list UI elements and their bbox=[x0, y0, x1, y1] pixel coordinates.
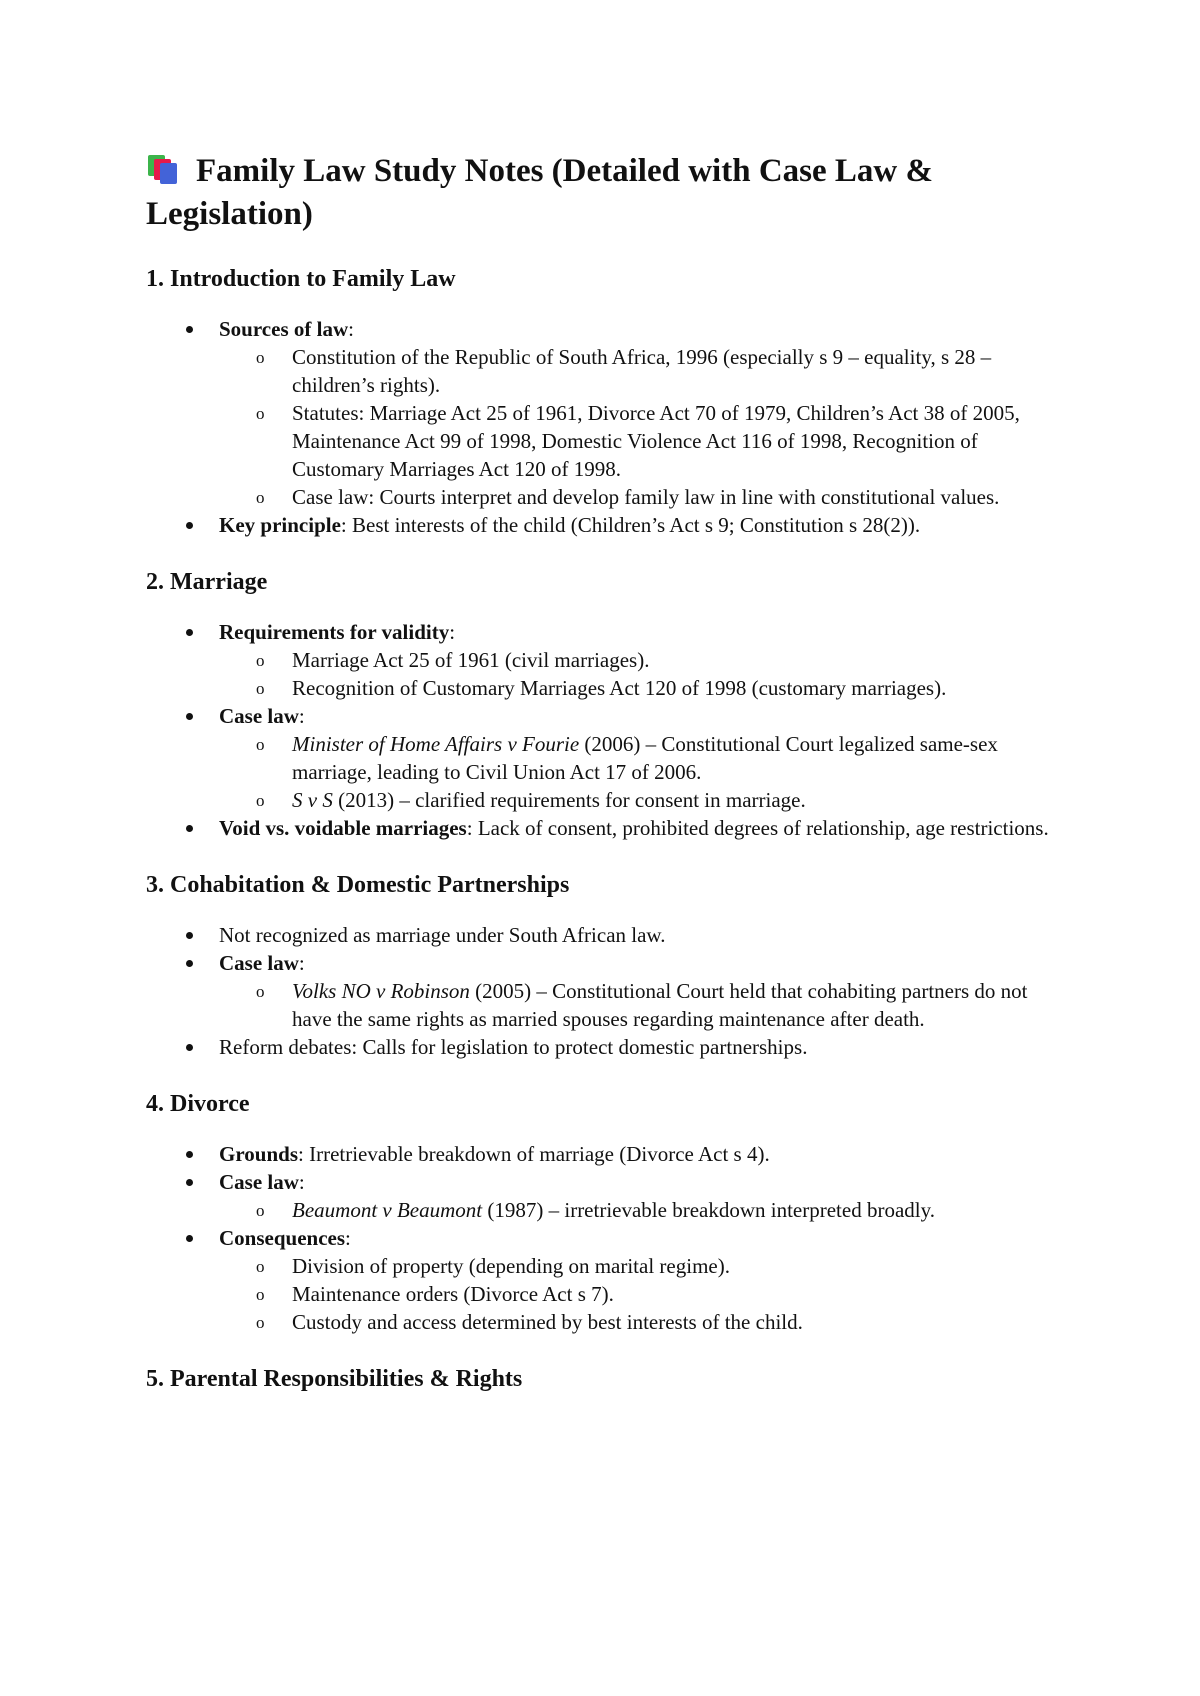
sub-list bbox=[146, 1252, 1066, 1336]
list-item bbox=[146, 1168, 1066, 1224]
sub-item: o Case law: Courts interpret and develop family law in line with constitutional values. bbox=[219, 483, 1066, 511]
item-label: Key principle bbox=[219, 513, 341, 537]
sub-item bbox=[219, 977, 1066, 1033]
document-title bbox=[146, 150, 1066, 236]
bullet-list bbox=[146, 315, 1066, 539]
sub-list bbox=[146, 343, 1066, 511]
section-heading: 5. Parental Responsibilities & Rights bbox=[146, 1366, 523, 1392]
list-item bbox=[146, 315, 1066, 511]
sub-item: o Custody and access determined by best interests of the child. bbox=[219, 1308, 1066, 1336]
sub-item bbox=[219, 730, 1066, 786]
item-text: : bbox=[298, 1170, 305, 1194]
sub-list bbox=[146, 646, 1066, 702]
sub-list bbox=[146, 977, 1066, 1033]
case-name: Minister of Home Affairs v Fourie bbox=[292, 732, 580, 756]
item-text: Reform debates: Calls for legislation to protect domestic partnerships. bbox=[219, 1035, 808, 1059]
list-item bbox=[146, 814, 1066, 842]
item-text: : Lack of consent, prohibited degrees of relationship, age restrictions. bbox=[466, 816, 1049, 840]
sub-list bbox=[146, 1196, 1066, 1224]
item-label: Requirements for validity bbox=[219, 620, 450, 644]
item-text: : bbox=[345, 1226, 351, 1250]
case-text: (2006) – Constitutional Court legalized same-sex marriage, leading to Civil Union Act 17 of 2006. bbox=[292, 732, 998, 784]
list-item bbox=[146, 949, 1066, 1033]
case-text: (2005) – Constitutional Court held that cohabiting partners do not have the same rights as married spouses regarding maintenance after death. bbox=[292, 979, 1028, 1031]
item-label: Case law bbox=[219, 1170, 299, 1194]
item-text: : bbox=[298, 951, 305, 975]
sub-item: o Statutes: Marriage Act 25 of 1961, Divorce Act 70 of 1979, Children’s Act 38 of 2005, Maintenance Act 99 of 1998, Domestic Violence Act 116 of 1998, Recognition of Customary Marriages Act 120 of 1998. bbox=[219, 399, 1066, 483]
list-item bbox=[146, 511, 1066, 539]
sub-item: o Maintenance orders (Divorce Act s 7). bbox=[219, 1280, 1066, 1308]
case-name: S v S bbox=[292, 788, 333, 812]
item-label: Case law bbox=[219, 951, 299, 975]
sub-item: o Constitution of the Republic of South Africa, 1996 (especially s 9 – equality, s 28 – children’s rights). bbox=[219, 343, 1066, 399]
item-label: Consequences bbox=[219, 1226, 346, 1250]
item-label: Sources of law bbox=[219, 317, 349, 341]
sub-item: o Recognition of Customary Marriages Act 120 of 1998 (customary marriages). bbox=[219, 674, 1066, 702]
books-icon bbox=[146, 154, 182, 184]
item-text: : bbox=[449, 620, 456, 644]
section-heading: 1. Introduction to Family Law bbox=[146, 266, 456, 292]
list-item bbox=[146, 1224, 1066, 1336]
list-item bbox=[146, 921, 1066, 949]
item-label: Grounds bbox=[219, 1142, 298, 1166]
section-heading: 3. Cohabitation & Domestic Partnerships bbox=[146, 872, 570, 898]
case-text: (2013) – clarified requirements for consent in marriage. bbox=[332, 788, 806, 812]
sub-item: o Division of property (depending on marital regime). bbox=[219, 1252, 1066, 1280]
list-item bbox=[146, 618, 1066, 702]
sub-item bbox=[219, 1196, 1066, 1224]
document-page bbox=[146, 150, 1066, 1393]
item-text: : bbox=[348, 317, 354, 341]
item-text: : bbox=[298, 704, 305, 728]
section-heading: 4. Divorce bbox=[146, 1091, 250, 1117]
item-text: Not recognized as marriage under South African law. bbox=[219, 923, 666, 947]
list-item bbox=[146, 702, 1066, 814]
bullet-list bbox=[146, 921, 1066, 1061]
case-name: Volks NO v Robinson bbox=[292, 979, 470, 1003]
case-name: Beaumont v Beaumont bbox=[292, 1198, 483, 1222]
bullet-list bbox=[146, 1140, 1066, 1336]
document-title-text: Family Law Study Notes (Detailed with Case Law & Legislation) bbox=[146, 153, 933, 232]
sub-item bbox=[219, 786, 1066, 814]
item-text: : Irretrievable breakdown of marriage (Divorce Act s 4). bbox=[298, 1142, 770, 1166]
list-item bbox=[146, 1033, 1066, 1061]
list-item bbox=[146, 1140, 1066, 1168]
item-label: Void vs. voidable marriages bbox=[219, 816, 467, 840]
item-text: : Best interests of the child (Children’s Act s 9; Constitution s 28(2)). bbox=[340, 513, 921, 537]
sub-item: o Marriage Act 25 of 1961 (civil marriages). bbox=[219, 646, 1066, 674]
case-text: (1987) – irretrievable breakdown interpreted broadly. bbox=[482, 1198, 935, 1222]
sub-list bbox=[146, 730, 1066, 814]
section-heading: 2. Marriage bbox=[146, 569, 268, 595]
item-label: Case law bbox=[219, 704, 299, 728]
bullet-list bbox=[146, 618, 1066, 842]
